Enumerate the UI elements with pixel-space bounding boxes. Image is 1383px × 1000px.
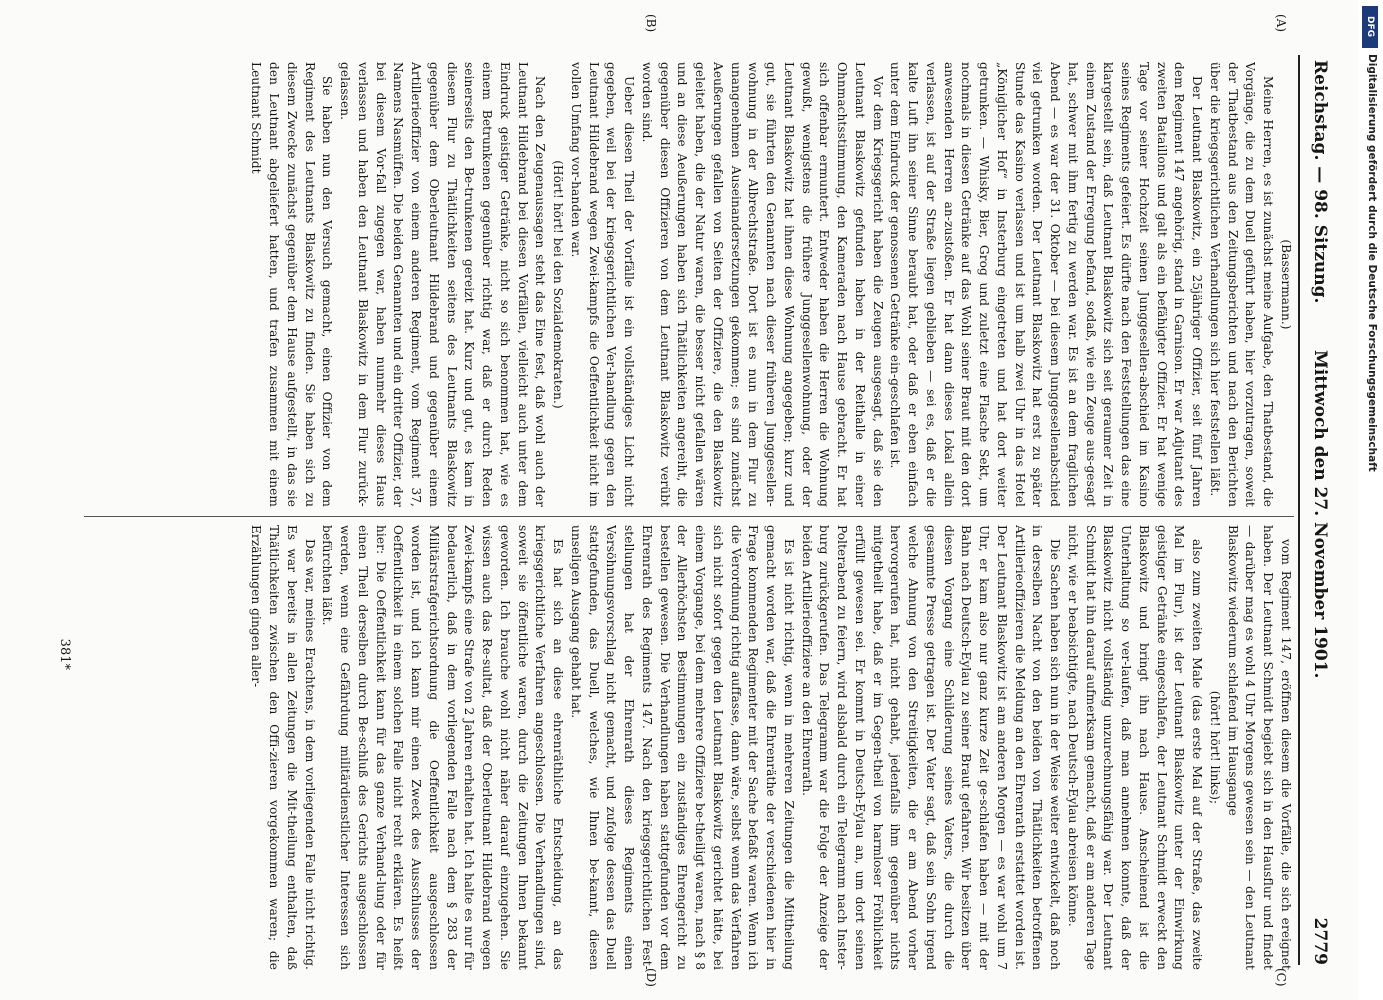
paragraph: Das war, meines Erachtens, in dem vorliegenden Falle nicht richtig. Es war bereits in allen Zeitungen die Mit-theilung enthalten, daß Thätlichkeiten zwischen den Offi-zieren vorgekommen waren; die Erzählungen gingen aller- <box>249 525 317 970</box>
paragraph: Meine Herren, es ist zunächst meine Aufgabe, den Thatbestand, die Vorgänge, die zu dem Duell geführt haben, hier vorzutragen, soweit der Thatbestand aus den Zeitungsberichten und nach den Berichten über die kriegsgerichtlichen Verhandlungen sich hier feststellen läßt. <box>1208 62 1276 507</box>
right-column <box>74 525 1294 970</box>
page-number: 2779 <box>1310 917 1330 965</box>
paragraph: also zum zweiten Male (das erste Mal auf der Straße, das zweite Mal im Flur), ist der Leutnant Blaskowitz unter der Einwirkung geistiger Getränke eingeschlafen, der Leutnant Schmidt erweckt den Blaskowitz und bringt ihn nach Hause. Anscheinend ist die Unterhaltung so ver-laufen, daß man annehmen konnte, daß der Blaskowitz nicht vollständig unzurechnungsfähig war. Der Leutnant Schmidt hat ihn darauf aufmerksam gemacht, daß er am anderen Tage nicht, wie er beabsichtigte, nach Deutsch-Eylau abreisen könne. <box>1066 525 1205 970</box>
paragraph: Vor dem Kriegsgericht haben die Zeugen ausgesagt, daß sie den Leutnant Blaskowitz gefunden haben in der Reithalle in einer Ohnmachtsstimmung, den Kameraden nach Hause gebracht. Er hat sich offenbar ermuntert. Entweder haben die Herren die Wohnung gewußt, wenigstens die frühere Junggesellenwohnung, oder der Leutnant Blaskowitz hat ihnen diese Wohnung angegeben; kurz und gut, sie führten den Genannten nach dieser früheren Junggesellen-wohnung in der Albrechtstraße. Dort ist es nun in dem Flur zu unangenehmen Auseinandersetzungen gekommen; es sind zunächst Aeußerungen gefallen von Seiten der Offiziere, die den Blaskowitz geleitet haben, die der Natur waren, die besser nicht gefallen wären und an diese Aeußerungen haben sich Thätlichkeiten angereiht, die gegenüber diesen Offizieren von dem Leutnant Blaskowitz verübt worden sind. <box>640 62 885 507</box>
column-divider <box>84 516 1294 517</box>
paragraph: Sie haben nun den Versuch gemacht, einen Offizier von dem Regiment des Leutnants Blaskowitz zu finden. Sie haben sich zu diesem Zwecke zunächst gegenüber dem Hause aufgestellt, in das sie den Leutnant abgeliefert hatten, und trafen zusammen mit einem Leutnant Schmidt <box>249 62 335 507</box>
paragraph: Es hat sich an diese ehrenräthliche Entscheidung, an das kriegsgerichtliche Verfahren angeschlossen. Die Verhandlungen sind, soweit sie öffentliche waren, durch die Zeitungen Ihnen bekannt geworden. Ich brauche wohl nicht näher darauf einzugehen. Sie wissen auch das Re-sultat, daß der Oberleutnant Hildebrand wegen Zwei-kampfs eine Strafe von 2 Jahren erhalten hat. Ich halte es nur für bedauerlich, daß in dem vorliegenden Falle nach dem § 283 der Militärstrafgerichtsordnung die Oeffentlichkeit ausgeschlossen worden ist, und ich kann mir einen Zweck des Ausschlusses der Oeffentlichkeit in einem solchen Falle nicht recht erklären. Es heißt hier: Die Oeffentlichkeit kann für das ganze Verhand-lung oder für einen Theil derselben durch Be-schluß des Gerichts ausgeschlossen werden, wenn eine Gefährdung militärdienstlicher Interessen sich befürchten läßt. <box>320 525 566 970</box>
attribution-text: Digitalisierung gefördert durch die Deutsche Forschungsgemeinschaft <box>1366 54 1378 472</box>
margin-marker-c: (C) <box>1274 968 1288 987</box>
header-date: Mittwoch den 27. November 1901. <box>1310 350 1330 679</box>
footer-mark: 381* <box>57 638 72 670</box>
paragraph: Ueber diesen Theil der Vorfälle ist ein vollständiges Licht nicht gegeben, weil bei der kriegsgerichtlichen Ver-handlung gegen den Leutnant Hildebrand wegen Zwei-kampfs die Oeffentlichkeit nicht im vollen Umfang vor-handen war. <box>569 62 637 507</box>
paragraph: Nach den Zeugenaussagen steht das Eine fest, daß wohl auch der Leutnant Hildebrand bei diesen Vorfällen, vielleicht auch unter dem Eindruck geistiger Getränke, nicht so sich benommen hat, wie es einem Betrunkenen gegenüber richtig war, daß er durch Reden seinerseits den Be-trunkenen gereizt hat. Kurz und gut, es kam in diesem Flur zu Thätlichkeiten seitens des Leutnants Blaskowitz gegenüber dem Oberleutnant Hildebrand und gegenüber einem Artillerieoffizier von einem anderen Regiment, vom Regiment 37, Namens Nasmüffen. Die beiden Genannten und ein dritter Offizier, der bei diesem Vor-fall zugegen war, haben nunmehr dieses Haus verlassen und haben den Leutnant Blaskowitz in dem Flur zurück-gelassen. <box>338 62 548 507</box>
paragraph: Es ist nicht richtig, wenn in mehreren Zeitungen die Mittheilung gemacht worden war, daß die Ehrenräthe der verschiedenen hier in Frage kommenden Regimenter mit der Sache befaßt waren. Wenn ich die Verordnung richtig auffasse, dann wäre, selbst wenn das Verfahren sich nicht sofort gegen den Leutnant Blaskowitz gerichtet hätte, bei einem Vorgange, bei dem mehrere Offiziere be-theiligt waren, nach § 8 der Allerhöchsten Bestimmungen ein zuständiges Ehrengericht zu bestellen gewesen. Die Verhandlungen haben stattgefunden vor dem Ehrenrath des Regiments 147. Nach den kriegsgerichtlichen Fest-stellungen hat der Ehrenrath dieses Regiments einen Versöhnungsvorschlag nicht gemacht, und zufolge dessen das Duell stattgefunden, das Duell, welches, wie Ihnen be-kannt, diesen unseligen Ausgang gehabt hat. <box>569 525 796 970</box>
paragraph: vom Regiment 147, eröffnen diesem die Vorfälle, die sich ereignet haben. Der Leutnant Schmidt begiebt sich in den Hausflur und findet — darüber mag es wohl 4 Uhr Morgens gewesen sein — den Leutnant Blaskowitz wiederum schlafend im Hausgange <box>1225 525 1293 970</box>
paragraph: Die Sachen haben sich nun in der Weise weiter entwickelt, daß noch in derselben Nacht von den beiden von Thätlichkeiten betroffenen Artillerieoffizieren die Meldung an den Ehrenrath erstattet worden ist. Der Leutnant Blaskowitz ist am anderen Morgen — es war wohl um 7 Uhr, er kam also nur ganz kurze Zeit ge-schlafen haben — mit der Bahn nach Deutsch-Eylau zu seiner Braut gefahren. Wir besitzen über diesen Vorgang eine Schilderung seines Vaters, die durch die gesammte Presse getragen ist. Der Vater sagt, daß sein Sohn irgend welche Ahnung von den Streitigkeiten, die er am Abend vorher hervorgerufen hat, nicht gehabt, jedenfalls ihm gegenüber nichts mitgetheilt habe, daß er im Gegen-theil von harmloser Fröhlichkeit erfüllt gewesen sei. Er kommt in Deutsch-Eylau an, um dort seinen Polterabend zu feiern, wird alsbald durch ein Telegramm nach Inster-burg zurückgerufen. Das Telegramm war die Folge der Anzeige der beiden Artillerieoffiziere an den Ehrenrath. <box>799 525 1063 970</box>
header-left: Reichstag. — 98. Sitzung. <box>1310 60 1330 304</box>
margin-marker-a: (A) <box>1274 14 1288 33</box>
paragraph: (Bassermann.) <box>1279 239 1293 330</box>
paragraph: Der Leutnant Blaskowitz, ein 25jähriger Offizier, seit fünf Jahren dem Regiment 147 angehörig, stand in Garnison. Er war Adjutant des zweiten Bataillons und galt als ein befähigter Offizier. Er hat wenige Tage vor seiner Hochzeit seinen Junggesellen-abschied im Kasino seines Regiments gefeiert. Es dürfte nach den Feststellungen das eine klargestellt sein, daß Leutnant Blaskowitz sich seit geraumer Zeit in einem Zustand der Erregung befand, sodaß, wie ein Zeuge aus-gesagt hat, schwer mit ihm fertig zu werden war. Es ist an dem fraglichen Abend — es war der 31. Oktober — bei diesem Junggesellenabschied viel getrunken worden. Der Leutnant Blaskowitz hat erst zu später Stunde das Kasino verlassen und ist um halb zwei Uhr in das Hotel „Königlicher Hof“ in Insterburg eingetreten und hat dort weiter getrunken. — Whisky, Bier, Grog und zuletzt eine Flasche Sekt, um nochmals in diesen Getränke auf das Wohl seiner Braut mit den dort anwesenden Herren an-zustoßen. Er hat dann dieses Lokal allein verlassen, ist auf der Straße liegen geblieben — sei es, daß er die kalte Luft ihn seiner Sinne beraubt hat, oder daß er eben einfach unter dem Eindruck der genossenen Getränke ein-geschlafen ist. <box>888 62 1205 507</box>
paragraph: (hört! hört! links); <box>1208 690 1222 805</box>
margin-marker-b: (B) <box>644 14 658 33</box>
left-column <box>74 62 1294 507</box>
page-header <box>1308 60 1330 965</box>
header-rule <box>1298 55 1300 965</box>
dfg-logo: DFG <box>1362 6 1378 48</box>
attribution-strip <box>1358 0 1383 1000</box>
margin-marker-d: (D) <box>644 968 658 987</box>
paragraph: (Hört! hört! bei den Sozialdemokraten.) <box>551 160 566 409</box>
